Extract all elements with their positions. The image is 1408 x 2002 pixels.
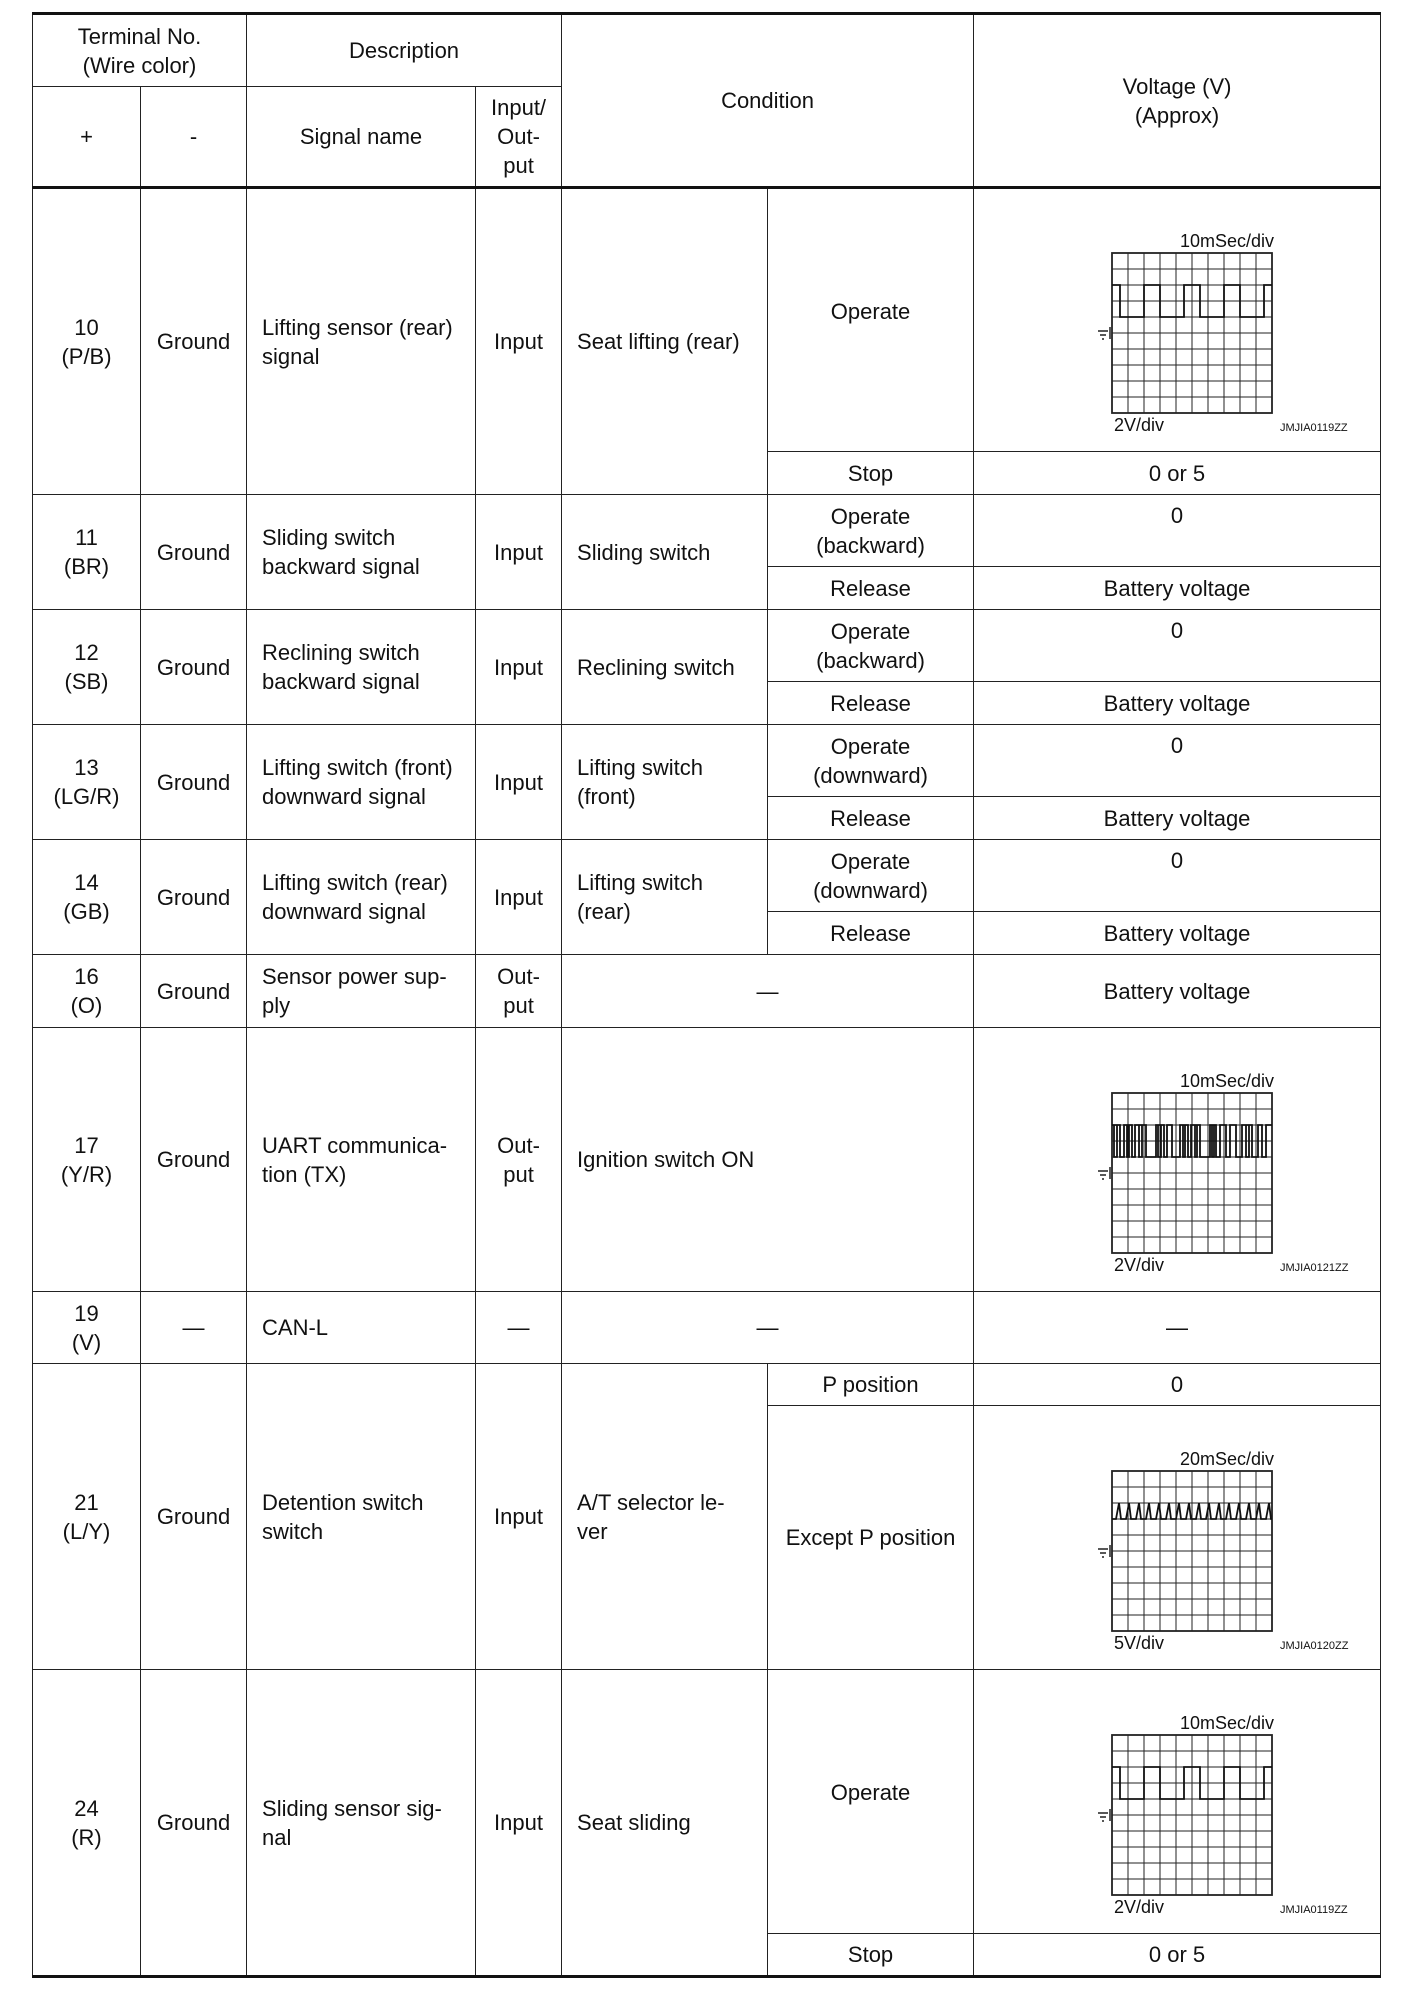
- subcondition-cell: Operate (downward): [768, 840, 974, 912]
- ground-cell: Ground: [141, 955, 247, 1028]
- voltage-cell: 0: [974, 610, 1381, 682]
- subcondition-cell: Operate (downward): [768, 725, 974, 797]
- terminal-cell: 21 (L/Y): [33, 1364, 141, 1670]
- volt-division-label: 2V/div: [1114, 1254, 1165, 1275]
- subcondition-cell: Release: [768, 797, 974, 840]
- signal-cell: Lifting sensor (rear) signal: [247, 188, 476, 495]
- time-division-label: 20mSec/div: [1180, 1448, 1275, 1469]
- condition-cell: Lifting switch (rear): [562, 840, 768, 955]
- subcondition-cell: Operate (backward): [768, 495, 974, 567]
- header-io: Input/ Out- put: [476, 87, 562, 188]
- figure-code-label: JMJIA0120ZZ: [1280, 1639, 1349, 1652]
- voltage-cell: 0: [974, 1364, 1381, 1406]
- volt-division-label: 2V/div: [1114, 415, 1165, 435]
- oscilloscope-svg: [1027, 1433, 1349, 1653]
- oscilloscope-figure: [974, 1055, 1380, 1275]
- signal-cell: UART communica- tion (TX): [247, 1028, 476, 1292]
- signal-cell: Reclining switch backward signal: [247, 610, 476, 725]
- oscilloscope-svg: [1027, 215, 1348, 435]
- volt-division-label: 5V/div: [1114, 1632, 1165, 1653]
- io-cell: Input: [476, 725, 562, 840]
- ground-symbol-icon: [1098, 1545, 1110, 1557]
- terminal-cell: 16 (O): [33, 955, 141, 1028]
- signal-cell: Sliding switch backward signal: [247, 495, 476, 610]
- terminal-cell: 17 (Y/R): [33, 1028, 141, 1292]
- terminal-cell: 24 (R): [33, 1670, 141, 1977]
- subcondition-cell: Release: [768, 567, 974, 610]
- ground-cell: Ground: [141, 725, 247, 840]
- voltage-cell: 0: [974, 840, 1381, 912]
- voltage-cell: Battery voltage: [974, 912, 1381, 955]
- subcondition-cell: Release: [768, 682, 974, 725]
- voltage-scope-cell: [974, 1028, 1381, 1292]
- scope-grid: [1112, 1735, 1272, 1895]
- scope-grid: [1112, 253, 1272, 413]
- io-cell: Out- put: [476, 955, 562, 1028]
- io-cell: Out- put: [476, 1028, 562, 1292]
- signal-cell: Sliding sensor sig- nal: [247, 1670, 476, 1977]
- signal-cell: Detention switch switch: [247, 1364, 476, 1670]
- subcondition-cell: Stop: [768, 452, 974, 495]
- oscilloscope-figure: [974, 215, 1380, 435]
- ground-symbol-icon: [1098, 327, 1110, 339]
- io-cell: Input: [476, 1364, 562, 1670]
- voltage-cell: Battery voltage: [974, 567, 1381, 610]
- io-cell: Input: [476, 495, 562, 610]
- figure-code-label: JMJIA0119ZZ: [1280, 422, 1348, 434]
- voltage-cell: Battery voltage: [974, 955, 1381, 1028]
- subcondition-cell: Except P position: [768, 1406, 974, 1670]
- scope-grid: [1112, 1471, 1272, 1631]
- ground-cell: Ground: [141, 610, 247, 725]
- condition-cell: Lifting switch (front): [562, 725, 768, 840]
- ground-symbol-icon: [1098, 1167, 1110, 1179]
- terminal-cell: 11 (BR): [33, 495, 141, 610]
- scope-grid: [1112, 1093, 1272, 1253]
- ground-cell: Ground: [141, 1028, 247, 1292]
- voltage-scope-cell: [974, 188, 1381, 452]
- voltage-cell: 0: [974, 495, 1381, 567]
- subcondition-cell: P position: [768, 1364, 974, 1406]
- terminal-cell: 10 (P/B): [33, 188, 141, 495]
- condition-cell: Seat lifting (rear): [562, 188, 768, 495]
- condition-cell: —: [562, 955, 974, 1028]
- oscilloscope-svg: [1027, 1055, 1349, 1275]
- time-division-label: 10mSec/div: [1180, 1712, 1275, 1733]
- terminal-cell: 19 (V): [33, 1292, 141, 1364]
- figure-code-label: JMJIA0121ZZ: [1280, 1261, 1349, 1274]
- voltage-cell: 0: [974, 725, 1381, 797]
- voltage-cell: Battery voltage: [974, 797, 1381, 840]
- oscilloscope-figure: [974, 1433, 1380, 1653]
- terminal-cell: 12 (SB): [33, 610, 141, 725]
- subcondition-cell: Operate (backward): [768, 610, 974, 682]
- header-voltage: Voltage (V) (Approx): [974, 14, 1381, 188]
- io-cell: Input: [476, 188, 562, 495]
- terminal-table-page: [32, 12, 1380, 2002]
- terminal-cell: 13 (LG/R): [33, 725, 141, 840]
- subcondition-cell: Operate: [768, 1670, 974, 1934]
- voltage-scope-cell: [974, 1670, 1381, 1934]
- ground-cell: —: [141, 1292, 247, 1364]
- header-condition: Condition: [562, 14, 974, 188]
- header-signal-name: Signal name: [247, 87, 476, 188]
- terminal-cell: 14 (GB): [33, 840, 141, 955]
- voltage-cell: Battery voltage: [974, 682, 1381, 725]
- voltage-cell: 0 or 5: [974, 1934, 1381, 1977]
- io-cell: Input: [476, 840, 562, 955]
- figure-code-label: JMJIA0119ZZ: [1280, 1903, 1348, 1916]
- ground-cell: Ground: [141, 840, 247, 955]
- signal-cell: Sensor power sup- ply: [247, 955, 476, 1028]
- condition-cell: Reclining switch: [562, 610, 768, 725]
- signal-cell: Lifting switch (front) downward signal: [247, 725, 476, 840]
- ground-symbol-icon: [1098, 1809, 1110, 1821]
- io-cell: Input: [476, 1670, 562, 1977]
- oscilloscope-svg: [1027, 1697, 1348, 1917]
- io-cell: —: [476, 1292, 562, 1364]
- signal-cell: Lifting switch (rear) downward signal: [247, 840, 476, 955]
- ground-cell: Ground: [141, 495, 247, 610]
- signal-cell: CAN-L: [247, 1292, 476, 1364]
- condition-cell: Ignition switch ON: [562, 1028, 974, 1292]
- ground-cell: Ground: [141, 188, 247, 495]
- subcondition-cell: Release: [768, 912, 974, 955]
- subcondition-cell: Operate: [768, 188, 974, 452]
- time-division-label: 10mSec/div: [1180, 231, 1275, 251]
- subcondition-cell: Stop: [768, 1934, 974, 1977]
- voltage-scope-cell: [974, 1406, 1381, 1670]
- condition-cell: —: [562, 1292, 974, 1364]
- voltage-cell: —: [974, 1292, 1381, 1364]
- ground-cell: Ground: [141, 1364, 247, 1670]
- terminal-table: [32, 12, 1381, 1978]
- header-terminal: Terminal No. (Wire color): [33, 14, 247, 87]
- io-cell: Input: [476, 610, 562, 725]
- header-minus: -: [141, 87, 247, 188]
- ground-cell: Ground: [141, 1670, 247, 1977]
- condition-cell: A/T selector le- ver: [562, 1364, 768, 1670]
- volt-division-label: 2V/div: [1114, 1896, 1165, 1917]
- condition-cell: Sliding switch: [562, 495, 768, 610]
- oscilloscope-figure: [974, 1697, 1380, 1917]
- header-plus: +: [33, 87, 141, 188]
- header-description: Description: [247, 14, 562, 87]
- time-division-label: 10mSec/div: [1180, 1070, 1275, 1091]
- condition-cell: Seat sliding: [562, 1670, 768, 1977]
- voltage-cell: 0 or 5: [974, 452, 1381, 495]
